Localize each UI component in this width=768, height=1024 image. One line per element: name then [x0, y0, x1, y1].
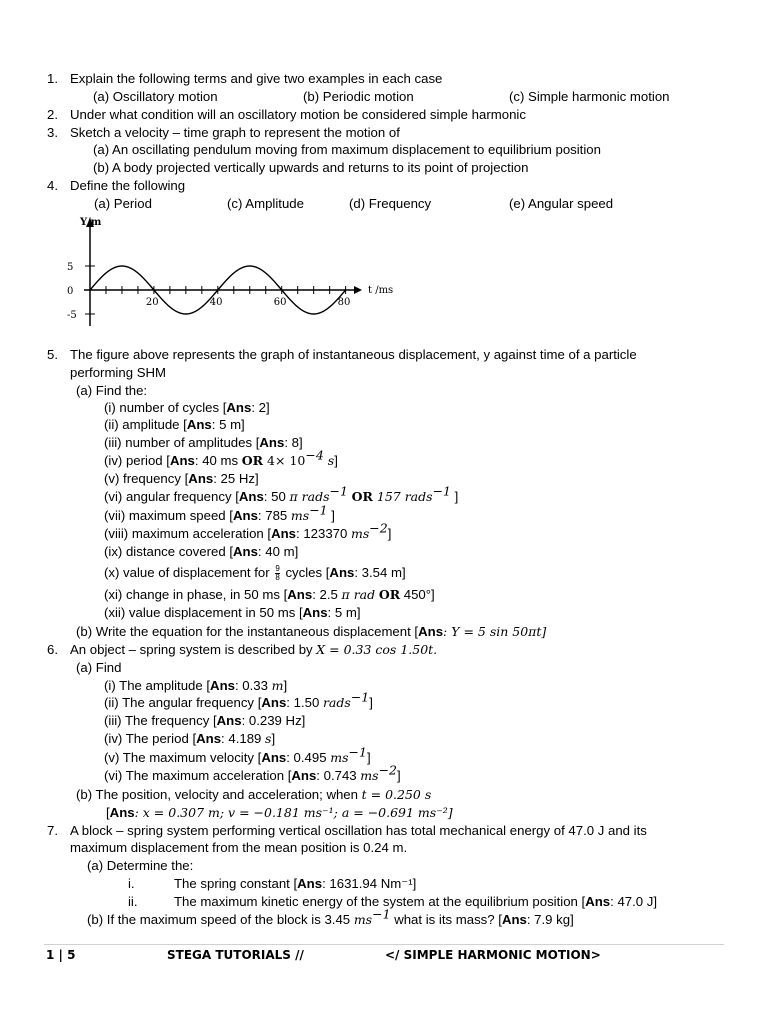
q4-option-d: (d) Frequency	[349, 196, 432, 211]
footer-page-number: 1 | 5	[46, 948, 76, 962]
answer-sup: −4	[305, 447, 324, 463]
q5-item	[104, 543, 298, 560]
q1-option-b: (b) Periodic motion	[303, 89, 414, 104]
answer-close: 450°]	[400, 587, 435, 602]
answer-sup: −1	[350, 689, 370, 705]
y-tick-label: 5	[67, 262, 74, 273]
fraction-numerator: 9	[275, 564, 280, 574]
q5-item	[104, 502, 335, 524]
answer-close: ]	[271, 731, 276, 746]
q6-item	[104, 689, 373, 711]
q5-part-a: (a) Find the:	[76, 383, 148, 398]
footer-divider	[44, 944, 724, 945]
answer-label: Ans	[291, 768, 317, 783]
answer-value: : 0.33	[234, 678, 272, 693]
x-tick-label: 40	[209, 297, 223, 308]
answer-sup: −2	[369, 520, 388, 536]
x-axis-label: t /ms	[368, 285, 394, 296]
answer-math: m	[271, 678, 284, 693]
q7-number: 7.	[47, 823, 58, 838]
q5-item	[104, 434, 303, 451]
or-label: OR	[378, 587, 401, 602]
answer-math: ms	[360, 768, 379, 783]
answer-label: Ans	[216, 713, 242, 728]
answer-label: Ans	[186, 417, 212, 432]
answer-value: : 785	[257, 508, 291, 523]
answer-value: : 40 m]	[257, 544, 299, 559]
item-label: (i) The amplitude [	[104, 678, 211, 693]
answer-label: Ans	[210, 678, 235, 693]
q7-part-a: (a) Determine the:	[87, 858, 194, 873]
displacement-time-graph	[62, 213, 397, 331]
item-label-cont: cycles [	[281, 565, 330, 580]
y-tick-label: -5	[67, 310, 77, 321]
answer-math: π rads	[289, 489, 330, 504]
item-label: (vi) angular frequency [	[104, 489, 239, 504]
q6-part-b-answer: [Ans: x = 0.307 m; v = −0.181 ms⁻¹; a = −0.691 ms⁻²]	[106, 805, 453, 820]
answer-close: ]	[366, 750, 371, 765]
q5-text-line1: The figure above represents the graph of instantaneous displacement, y against time of a particle	[70, 347, 637, 362]
answer-close: ]	[451, 489, 459, 504]
q7-part-b: (b) If the maximum speed of the block is 3.45 $ms^{-1}$ what is its mass? [Ans: 7.9 kg]	[87, 906, 574, 927]
answer-value: : 5 m]	[211, 417, 245, 432]
answer-math: ms	[330, 750, 349, 765]
q6-item	[104, 712, 305, 729]
answer-value: : 50	[263, 489, 290, 504]
q4-option-a: (a) Period	[94, 196, 152, 211]
q2-text: Under what condition will an oscillatory motion be considered simple harmonic	[70, 107, 526, 122]
q3-option-b: (b) A body projected vertically upwards and returns to its point of projection	[93, 160, 529, 175]
answer-sup: −1	[309, 502, 328, 518]
answer-math-2: s	[323, 453, 335, 468]
item-label: (ix) distance covered [	[104, 544, 233, 559]
q5-item	[104, 416, 245, 433]
q5-part-b: (b) Write the equation for the instantaneous displacement [Ans: Y = 5 sin 50πt]	[76, 624, 547, 639]
y-tick-label: 0	[67, 286, 74, 297]
q1-text: Explain the following terms and give two examples in each case	[70, 71, 443, 86]
item-label: (v) frequency [	[104, 471, 189, 486]
item-label: (xii) value displacement in 50 ms [	[104, 605, 303, 620]
item-label: (iv) The period [	[104, 731, 197, 746]
q6-text: An object – spring system is described by X = 0.33 cos 1.50t.	[70, 642, 438, 657]
q6-item	[104, 744, 371, 766]
answer-math: rads	[322, 695, 351, 710]
q2-number: 2.	[47, 107, 58, 122]
answer-math: ms	[290, 508, 310, 523]
q7-sub-ii-number: ii.	[128, 894, 138, 909]
q4-text: Define the following	[70, 178, 186, 193]
answer-label: Ans	[287, 587, 313, 602]
answer-label: Ans	[232, 508, 258, 523]
item-label: (viii) maximum acceleration [	[104, 526, 272, 541]
answer-label: Ans	[238, 489, 264, 504]
fraction	[275, 565, 279, 582]
item-label: (ii) amplitude [	[104, 417, 187, 432]
answer-value: : 5 m]	[327, 605, 361, 620]
q1-number: 1.	[47, 71, 58, 86]
q7-text-line2: maximum displacement from the mean position is 0.24 m.	[70, 840, 408, 855]
answer-value: : 123370	[296, 526, 352, 541]
q6-part-b: (b) The position, velocity and acceleration; when t = 0.250 s	[76, 787, 432, 802]
q6-item	[104, 730, 275, 747]
answer-math: s	[265, 731, 272, 746]
q5-item	[104, 483, 459, 505]
answer-label: Ans	[196, 731, 222, 746]
item-label: (x) value of displacement for	[104, 565, 274, 580]
q5-number: 5.	[47, 347, 58, 362]
q6-item	[104, 677, 287, 694]
q6-item	[104, 762, 401, 784]
q7-text-line1: A block – spring system performing vertical oscillation has total mechanical energy of 47.0 J and its	[70, 823, 647, 838]
answer-value: : 4.189	[221, 731, 266, 746]
answer-close: ]	[387, 526, 392, 541]
q5-item	[104, 399, 270, 416]
or-label: OR	[241, 453, 264, 468]
item-label: (vi) The maximum acceleration [	[104, 768, 292, 783]
answer-label: Ans	[329, 565, 355, 580]
answer-sup: −2	[378, 762, 398, 778]
answer-value: : 25 Hz]	[213, 471, 259, 486]
q5-item	[104, 586, 435, 603]
footer-topic: </ SIMPLE HARMONIC MOTION>	[385, 948, 601, 962]
item-label: (iv) period [	[104, 453, 170, 468]
answer-math-2: 157 rads	[372, 489, 433, 504]
answer-label: Ans	[259, 435, 285, 450]
answer-value: : 1.50	[286, 695, 323, 710]
q3-option-a: (a) An oscillating pendulum moving from maximum displacement to equilibrium position	[93, 142, 601, 157]
answer-close: ]	[334, 453, 338, 468]
answer-value: : 2.5	[312, 587, 342, 602]
q4-option-e: (e) Angular speed	[509, 196, 614, 211]
answer-sup: −1	[348, 744, 367, 760]
q7-sub-i-number: i.	[128, 876, 135, 891]
y-axis-label: Y/m	[80, 217, 102, 228]
answer-label: Ans	[188, 471, 214, 486]
answer-close: ]	[327, 508, 335, 523]
x-tick-label: 60	[273, 297, 287, 308]
answer-value: : 2]	[251, 400, 270, 415]
answer-math: π rad	[341, 587, 376, 602]
q6-number: 6.	[47, 642, 58, 657]
q5-text-line2: performing SHM	[70, 365, 167, 380]
q7-sub-i: The spring constant [Ans: 1631.94 Nm⁻¹]	[174, 876, 417, 891]
answer-value: : 0.239 Hz]	[241, 713, 306, 728]
q3-number: 3.	[47, 125, 58, 140]
item-label: (ii) The angular frequency [	[104, 695, 262, 710]
x-tick-label: 80	[337, 297, 351, 308]
footer-brand: STEGA TUTORIALS //	[167, 948, 304, 962]
fraction-denominator: 8	[275, 573, 280, 583]
q6-part-a: (a) Find	[76, 660, 122, 675]
answer-label: Ans	[169, 453, 195, 468]
q4-number: 4.	[47, 178, 58, 193]
answer-value: : 8]	[284, 435, 303, 450]
q5-item	[104, 604, 361, 621]
answer-label: Ans	[302, 605, 328, 620]
answer-label: Ans	[271, 526, 297, 541]
x-axis-arrow	[354, 286, 362, 294]
q5-item	[104, 564, 406, 582]
answer-label: Ans	[233, 544, 258, 559]
answer-value: : 3.54 m]	[354, 565, 406, 580]
answer-value: : 0.743	[316, 768, 361, 783]
item-label: (vii) maximum speed [	[104, 508, 233, 523]
x-tick-label: 20	[145, 297, 159, 308]
answer-sup: −1	[329, 483, 348, 499]
answer-label: Ans	[261, 695, 287, 710]
answer-math: 4× 10	[263, 453, 306, 468]
q4-option-c: (c) Amplitude	[227, 196, 304, 211]
q1-option-c: (c) Simple harmonic motion	[509, 89, 670, 104]
q1-option-a: (a) Oscillatory motion	[93, 89, 218, 104]
answer-value: : 0.495	[286, 750, 331, 765]
q5-item	[104, 470, 259, 487]
item-label: (v) The maximum velocity [	[104, 750, 262, 765]
q7-sub-ii: The maximum kinetic energy of the system at the equilibrium position [Ans: 47.0 J]	[174, 894, 658, 909]
answer-close: ]	[283, 678, 288, 693]
or-label: OR	[351, 489, 373, 504]
item-label: (iii) The frequency [	[104, 713, 217, 728]
item-label: (i) number of cycles [	[104, 400, 227, 415]
q5-item	[104, 520, 392, 542]
answer-sup-2: −1	[432, 483, 451, 499]
answer-math: ms	[351, 526, 370, 541]
q5-item	[104, 447, 338, 469]
answer-close: ]	[369, 695, 373, 710]
answer-close: ]	[397, 768, 401, 783]
answer-value: : 40 ms	[194, 453, 242, 468]
answer-label: Ans	[261, 750, 287, 765]
q3-text: Sketch a velocity – time graph to represent the motion of	[70, 125, 400, 140]
answer-label: Ans	[226, 400, 252, 415]
item-label: (iii) number of amplitudes [	[104, 435, 260, 450]
item-label: (xi) change in phase, in 50 ms [	[104, 587, 288, 602]
